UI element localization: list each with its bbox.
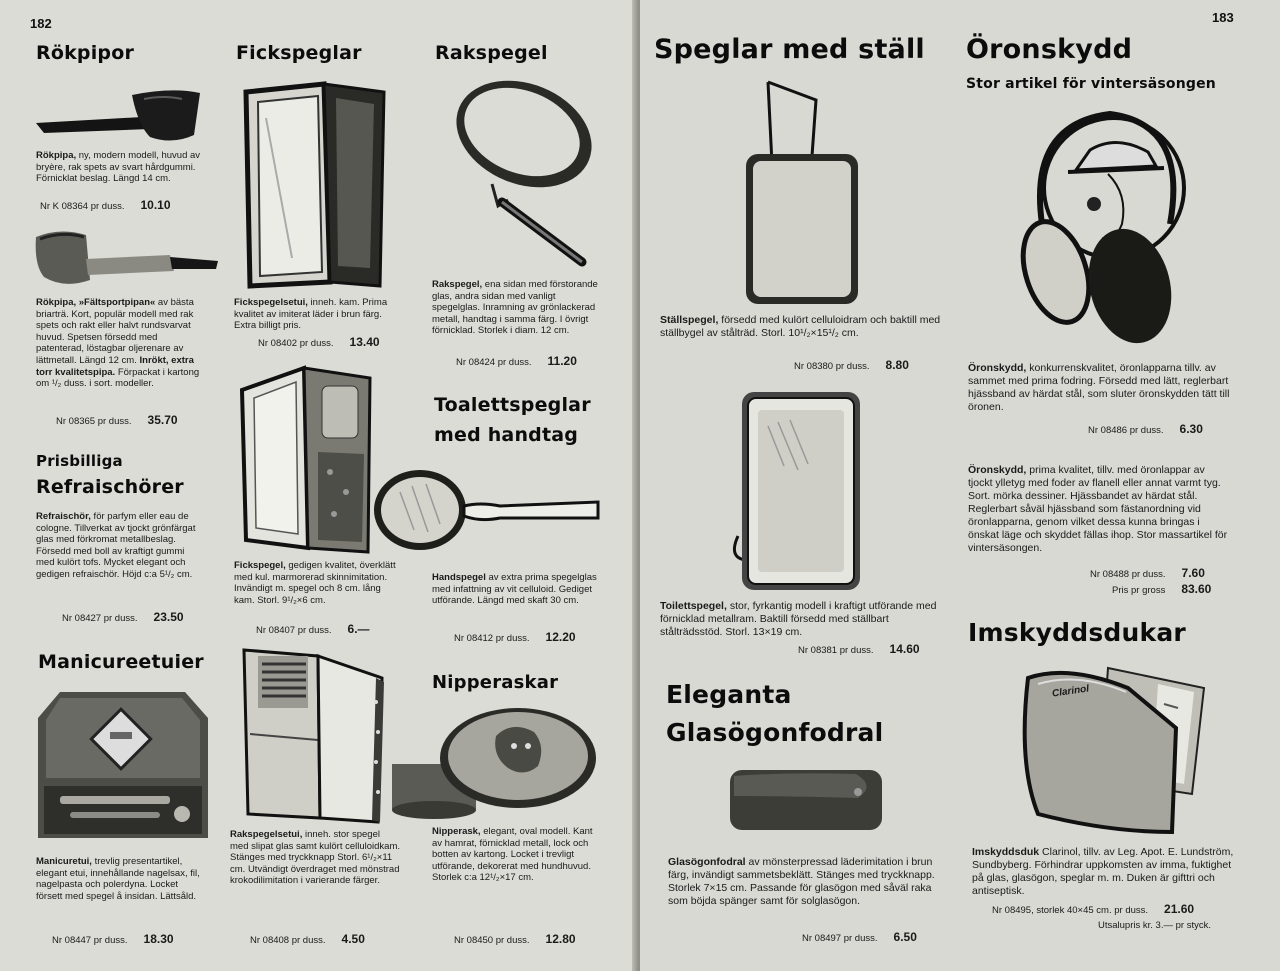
price-row-rokpipa-1: Nr K 08364 pr duss. 10.10: [40, 198, 171, 212]
left-page: [0, 0, 636, 971]
heading-eleganta: Eleganta: [666, 680, 792, 709]
right-page: [640, 0, 1280, 971]
desc-rakspegel: Rakspegel, ena sidan med förstorande glas, andra sidan med vanligt spegelglas. Inramning av grönlackerad metall, handtag i samma färg. I övrigt förnicklad. Storlek i diam. 12 cm.: [432, 279, 598, 337]
hand-mirror-illustration: [370, 462, 602, 562]
price-row-manicureetui: Nr 08447 pr duss. 18.30: [52, 932, 174, 946]
desc-stallspegel: Ställspegel, försedd med kulört celluloidram och baktill med ställbygel av stålträd. Storl. 10¹/₂×15¹/₂ cm.: [660, 314, 941, 339]
heading-speglar-med-stall: Speglar med ställ: [654, 34, 925, 65]
heading-rakspegel: Rakspegel: [435, 42, 548, 64]
heading-med-handtag: med handtag: [434, 424, 579, 446]
desc-oronskydd-1: Öronskydd, konkurrenskvalitet, öronlapparna tillv. av sammet med prima fodring. Försedd med lätt, reglerbart hjässband av härdat stål, som sluter öronskydden tätt till öronen.: [968, 362, 1230, 413]
clarinol-brand-label: Clarinol: [1051, 683, 1090, 700]
heading-fickspeglar: Fickspeglar: [236, 42, 362, 64]
desc-refraischor: Refraischör, för parfym eller eau de cologne. Tillverkat av tjockt grönfärgat glas med förkromat metallbeslag. Försedd med boll av kraftigt gummi med kulört tofs. Mycket elegant och gedigen refraischör. Höjd c:a 5¹/₂ cm.: [36, 511, 196, 580]
heading-toalettspeglar: Toalettspeglar: [434, 394, 591, 416]
pocket-mirror-illustration: [238, 362, 378, 554]
price-row-glasogonfodral: Nr 08497 pr duss. 6.50: [802, 930, 917, 944]
desc-oronskydd-2: Öronskydd, prima kvalitet, tillv. med öronlappar av tjockt ylletyg med foder av flanell eller annat varmt tyg. Sort. mörka dessiner. Hjässbandet av härdat stål. Reglerbart såväl hjässband som fästanordning vid öronlapparna, genom vilket dessa kunna bringas i önskat läge och skyddet fällas ihop. Stor massartikel för vintersäsongen.: [968, 464, 1228, 554]
desc-manicureetui: Manicuretui, trevlig presentartikel, elegant etui, innehållande nagelsax, fil, nagelpasta och polerdyna. Locket försett med spegel å insidan. Lättsåld.: [36, 856, 200, 902]
price-row-oronskydd-gross: Pris pr gross 83.60: [1112, 582, 1212, 596]
desc-rokpipa-1: Rökpipa, ny, modern modell, huvud av bryère, rak spets av svart hårdgummi. Förnicklat beslag. Längd 14 cm.: [36, 150, 201, 185]
pipe-illustration-1: [32, 85, 212, 145]
desc-imskyddsduk: Imskyddsduk Clarinol, tillv. av Leg. Apot. E. Lundström, Sundbyberg. Förhindrar uppkomsten av imma, fuktighet på glas, glasögon, speglar m. m. Duken är gifttri och antiseptisk.: [972, 846, 1234, 897]
manicure-case-illustration: [30, 688, 215, 850]
earmuff-illustration: [1018, 104, 1194, 354]
glasses-case-illustration: [726, 766, 886, 834]
price-row-oronskydd-1: Nr 08486 pr duss. 6.30: [1088, 422, 1203, 436]
price-row-imskyddsduk: Nr 08495, storlek 40×45 cm. pr duss. 21.60: [992, 902, 1195, 916]
heading-rokpipor: Rökpipor: [36, 42, 135, 64]
page-number-right: 183: [1212, 10, 1234, 25]
desc-handspegel: Handspegel av extra prima spegelglas med infattning av vit celluloid. Gediget utförande. Längd med skaft 30 cm.: [432, 572, 597, 607]
heading-oronskydd: Öronskydd: [966, 34, 1133, 65]
price-row-oronskydd-2: Nr 08488 pr duss. 7.60: [1090, 566, 1205, 580]
desc-glasogonfodral: Glasögonfodral av mönsterpressad läderimitation i brun färg, invändigt sammetsbeklätt. Stänges med tryckknapp. Storlek 7×15 cm. Passande för glasögon med såväl raka som böjda spänger samt för solglasögon.: [668, 856, 935, 907]
trinket-box-illustration: [388, 702, 598, 820]
price-row-fickspegel: Nr 08407 pr duss. 6.—: [256, 622, 370, 636]
stand-mirror-illustration: [736, 78, 866, 310]
price-row-refraischor: Nr 08427 pr duss. 23.50: [62, 610, 184, 624]
heading-manicureetuier: Manicureetuier: [38, 651, 204, 673]
page-number-left: 182: [30, 16, 52, 31]
shaving-mirror-illustration: [432, 76, 598, 272]
desc-toalettspegel: Toilettspegel, stor, fyrkantig modell i kraftigt utförande med förnicklad metallram. Baktill försedd med ställbart stålträdsstöd. Storl. 13×19 cm.: [660, 600, 937, 638]
subheading-vintersasongen: Stor artikel för vintersäsongen: [966, 76, 1216, 92]
price-row-rakspegel: Nr 08424 pr duss. 11.20: [456, 354, 577, 368]
price-row-handspegel: Nr 08412 pr duss. 12.20: [454, 630, 576, 644]
desc-nipperask: Nipperask, elegant, oval modell. Kant av hamrat, förnicklad metall, lock och botten av kartong. Locket i trevligt utförande, dekorerat med hundhuvud. Storlek c:a 12¹/₂×17 cm.: [432, 826, 593, 884]
heading-imskyddsdukar: Imskyddsdukar: [968, 618, 1186, 647]
heading-refraischorer: Refraischörer: [36, 476, 184, 498]
toilet-mirror-illustration: [728, 386, 868, 596]
price-row-fickspegelsetui: Nr 08402 pr duss. 13.40: [258, 335, 380, 349]
desc-fickspegelsetui: Fickspegelsetui, inneh. kam. Prima kvalitet av imiterat läder i brun färg. Extra billigt pris.: [234, 297, 388, 332]
price-row-rokpipa-2: Nr 08365 pr duss. 35.70: [56, 413, 178, 427]
heading-prisbilliga: Prisbilliga: [36, 452, 123, 470]
price-row-toalettspegel: Nr 08381 pr duss. 14.60: [798, 642, 920, 656]
pipe-illustration-2: [30, 225, 220, 290]
price-row-rakspegelsetui: Nr 08408 pr duss. 4.50: [250, 932, 365, 946]
shaving-mirror-case-illustration: [238, 642, 388, 824]
price-row-nipperask: Nr 08450 pr duss. 12.80: [454, 932, 576, 946]
desc-rokpipa-2: Rökpipa, »Fältsportpipan« av bästa briarträ. Kort, populär modell med rak spets och rakt eller halvt rundsvarvat huvud. Spetsen försedd med patenterad, löstagbar oljerenare av lättmetall. Längd 12 cm. Inrökt, extra torr kvalitetspipa. Förpackat i kartong om ¹/₂ duss. i sort. modeller.: [36, 297, 200, 390]
pocket-mirror-case-illustration: [240, 78, 390, 290]
desc-fickspegel: Fickspegel, gedigen kvalitet, överklätt med kul. marmorerad skinnimitation. Invändigt m. spegel och 8 cm. lång kam. Storl. 9¹/₂×6 cm.: [234, 560, 396, 606]
anti-fog-cloth-illustration: [1008, 664, 1208, 840]
heading-nipperaskar: Nipperaskar: [432, 672, 559, 693]
price-row-stallspegel: Nr 08380 pr duss. 8.80: [794, 358, 909, 372]
desc-rakspegelsetui: Rakspegelsetui, inneh. stor spegel med slipat glas samt kulört celluloidkam. Stänges med tryckknapp Storl. 6¹/₂×11 cm. Utvändigt överdraget med mönstrad krokodilimitation i varierande färger.: [230, 829, 401, 887]
heading-glasogonfodral: Glasögonfodral: [666, 718, 884, 747]
retail-price-imskyddsduk: Utsalupris kr. 3.— pr styck.: [1098, 920, 1211, 931]
